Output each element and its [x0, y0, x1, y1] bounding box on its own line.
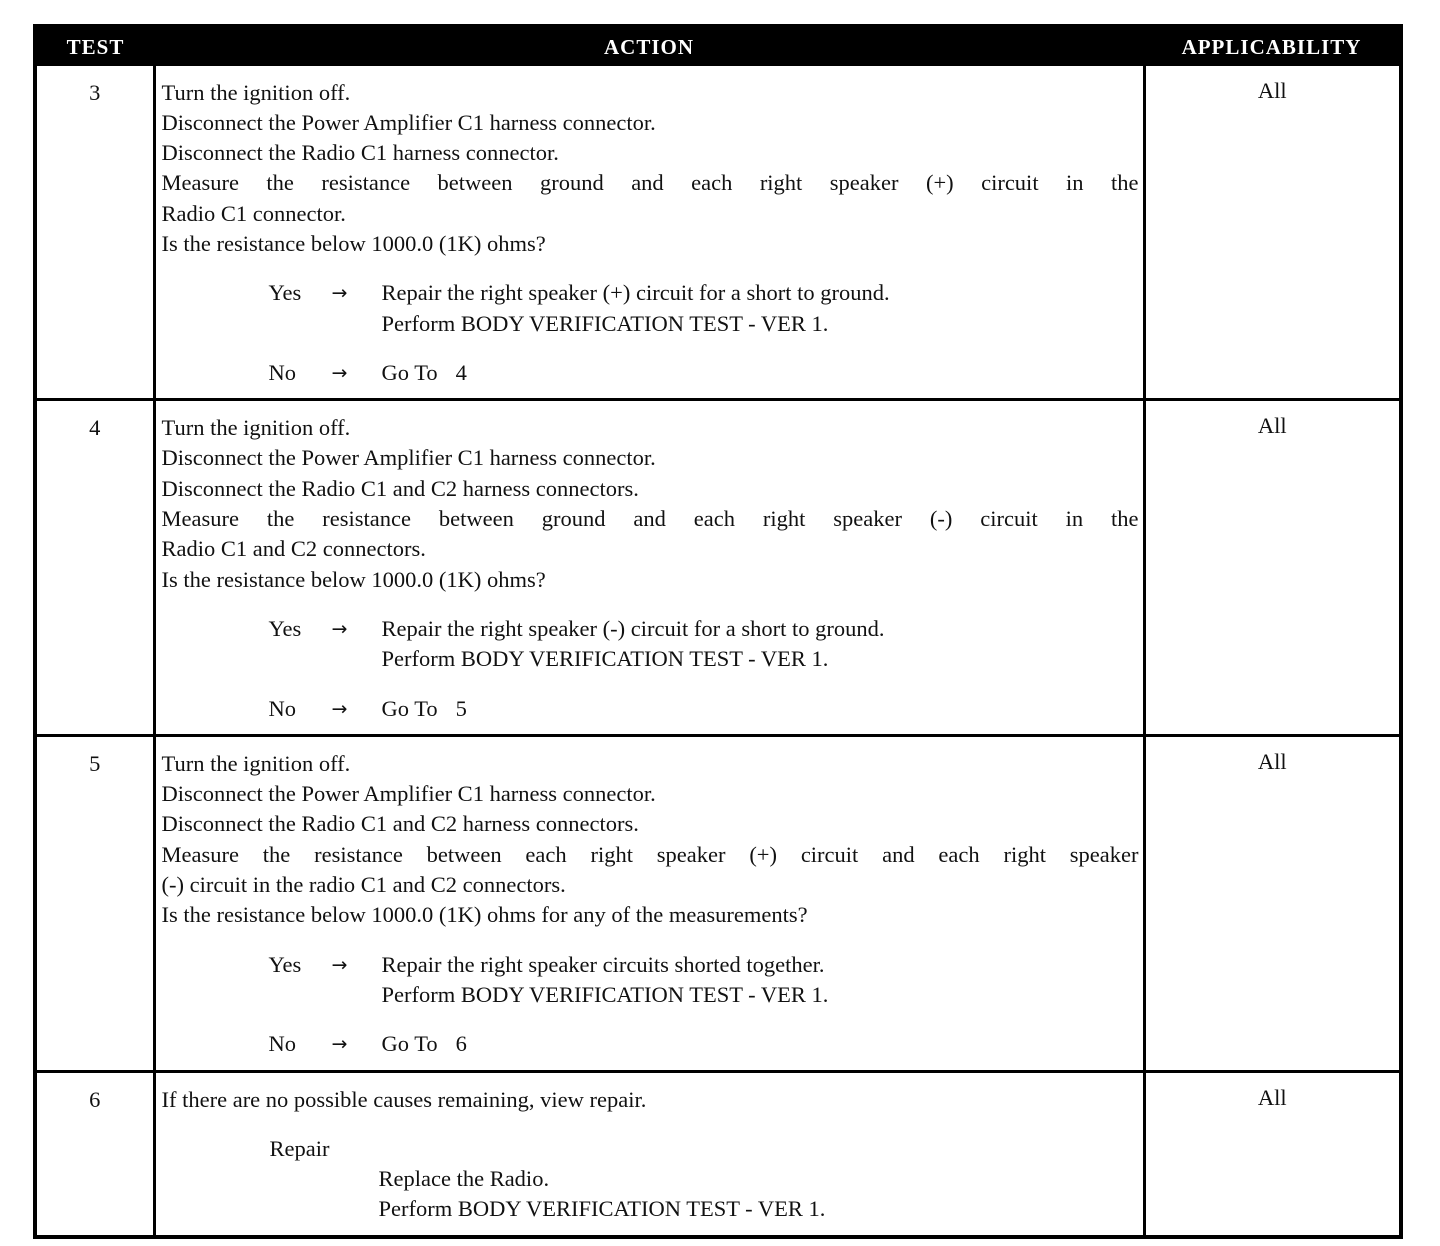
- yes-label: Yes: [268, 951, 302, 977]
- action-line: Measure the resistance between each right speaker (+) circuit and each right speaker: [161, 841, 1139, 867]
- yes-outcome: [269, 950, 1139, 1011]
- no-label: No: [268, 695, 296, 721]
- test-number: 6: [35, 1071, 154, 1237]
- repair-label: Repair: [269, 1135, 330, 1161]
- goto-instruction: [382, 1029, 467, 1059]
- action-line: Disconnect the Power Amplifier C1 harness connector.: [161, 781, 656, 807]
- action-line: Disconnect the Radio C1 and C2 harness connectors.: [161, 811, 639, 837]
- no-outcome: [269, 694, 1139, 724]
- action-line: Disconnect the Radio C1 and C2 harness connectors.: [161, 475, 639, 501]
- right-arrow-icon: →: [331, 617, 348, 640]
- applicability-value: All: [1144, 400, 1401, 736]
- table-row: [35, 400, 1401, 736]
- yes-line: Repair the right speaker (+) circuit for a short to ground.: [381, 280, 890, 306]
- yes-instructions: [382, 950, 829, 1011]
- action-line: Radio C1 connector.: [161, 200, 346, 226]
- goto-text: Go To: [381, 695, 438, 721]
- yes-outcome: [269, 614, 1139, 675]
- action-question: Is the resistance below 1000.0 (1K) ohms for any of the measurements?: [161, 902, 808, 928]
- action-cell: [154, 64, 1144, 400]
- no-outcome: [269, 1029, 1139, 1059]
- action-line: If there are no possible causes remaining, view repair.: [161, 1086, 647, 1112]
- action-line: Disconnect the Power Amplifier C1 harness connector.: [161, 109, 656, 135]
- action-line: Turn the ignition off.: [161, 415, 351, 441]
- yes-line: Repair the right speaker (-) circuit for a short to ground.: [381, 615, 885, 641]
- table-row: [35, 1071, 1401, 1237]
- action-line: Turn the ignition off.: [161, 750, 351, 776]
- action-line: Measure the resistance between ground and each right speaker (-) circuit in the: [161, 506, 1139, 532]
- action-line: Turn the ignition off.: [161, 79, 351, 105]
- applicability-value: All: [1144, 64, 1401, 400]
- applicability-value: All: [1144, 1071, 1401, 1237]
- table-row: [35, 64, 1401, 400]
- yes-line: Perform BODY VERIFICATION TEST - VER 1.: [381, 981, 829, 1007]
- yes-line: Perform BODY VERIFICATION TEST - VER 1.: [381, 646, 829, 672]
- action-line: Disconnect the Power Amplifier C1 harness connector.: [161, 445, 656, 471]
- yes-instructions: [382, 278, 890, 339]
- repair-block: [270, 1134, 1139, 1225]
- test-number: 4: [35, 400, 154, 736]
- right-arrow-icon: →: [331, 697, 348, 720]
- goto-text: Go To: [381, 359, 438, 385]
- no-label: No: [268, 1031, 296, 1057]
- right-arrow-icon: →: [331, 361, 348, 384]
- goto-target: 4: [455, 359, 467, 385]
- action-cell: [154, 400, 1144, 736]
- right-arrow-icon: →: [331, 953, 348, 976]
- no-label: No: [268, 359, 296, 385]
- yes-instructions: [382, 614, 885, 675]
- applicability-value: All: [1144, 735, 1401, 1071]
- action-question: Is the resistance below 1000.0 (1K) ohms?: [161, 230, 546, 256]
- header-action: ACTION: [603, 34, 694, 59]
- action-line: Disconnect the Radio C1 harness connector.: [161, 140, 559, 166]
- goto-text: Go To: [381, 1031, 438, 1057]
- yes-line: Perform BODY VERIFICATION TEST - VER 1.: [381, 310, 829, 336]
- yes-label: Yes: [268, 615, 302, 641]
- yes-outcome: [269, 278, 1139, 339]
- yes-label: Yes: [268, 280, 302, 306]
- repair-steps: [379, 1164, 1139, 1225]
- diagnostic-test-table: [33, 24, 1403, 1239]
- right-arrow-icon: →: [331, 282, 348, 305]
- test-number: 5: [35, 735, 154, 1071]
- table-header-row: [35, 26, 1401, 64]
- action-line: Measure the resistance between ground and each right speaker (+) circuit in the: [161, 170, 1139, 196]
- yes-line: Repair the right speaker circuits shorted together.: [381, 951, 825, 977]
- goto-target: 5: [455, 695, 467, 721]
- action-cell: [154, 1071, 1144, 1237]
- header-test: TEST: [66, 34, 125, 59]
- repair-line: Replace the Radio.: [378, 1166, 550, 1192]
- goto-instruction: [382, 358, 467, 388]
- right-arrow-icon: →: [331, 1033, 348, 1056]
- goto-target: 6: [455, 1031, 467, 1057]
- test-number: 3: [35, 64, 154, 400]
- header-applicability: APPLICABILITY: [1181, 34, 1362, 59]
- action-cell: [154, 735, 1144, 1071]
- goto-instruction: [382, 694, 467, 724]
- table-row: [35, 735, 1401, 1071]
- no-outcome: [269, 358, 1139, 388]
- action-line: Radio C1 and C2 connectors.: [161, 536, 426, 562]
- repair-line: Perform BODY VERIFICATION TEST - VER 1.: [378, 1196, 826, 1222]
- action-line: (-) circuit in the radio C1 and C2 connectors.: [161, 872, 566, 898]
- action-question: Is the resistance below 1000.0 (1K) ohms?: [161, 566, 546, 592]
